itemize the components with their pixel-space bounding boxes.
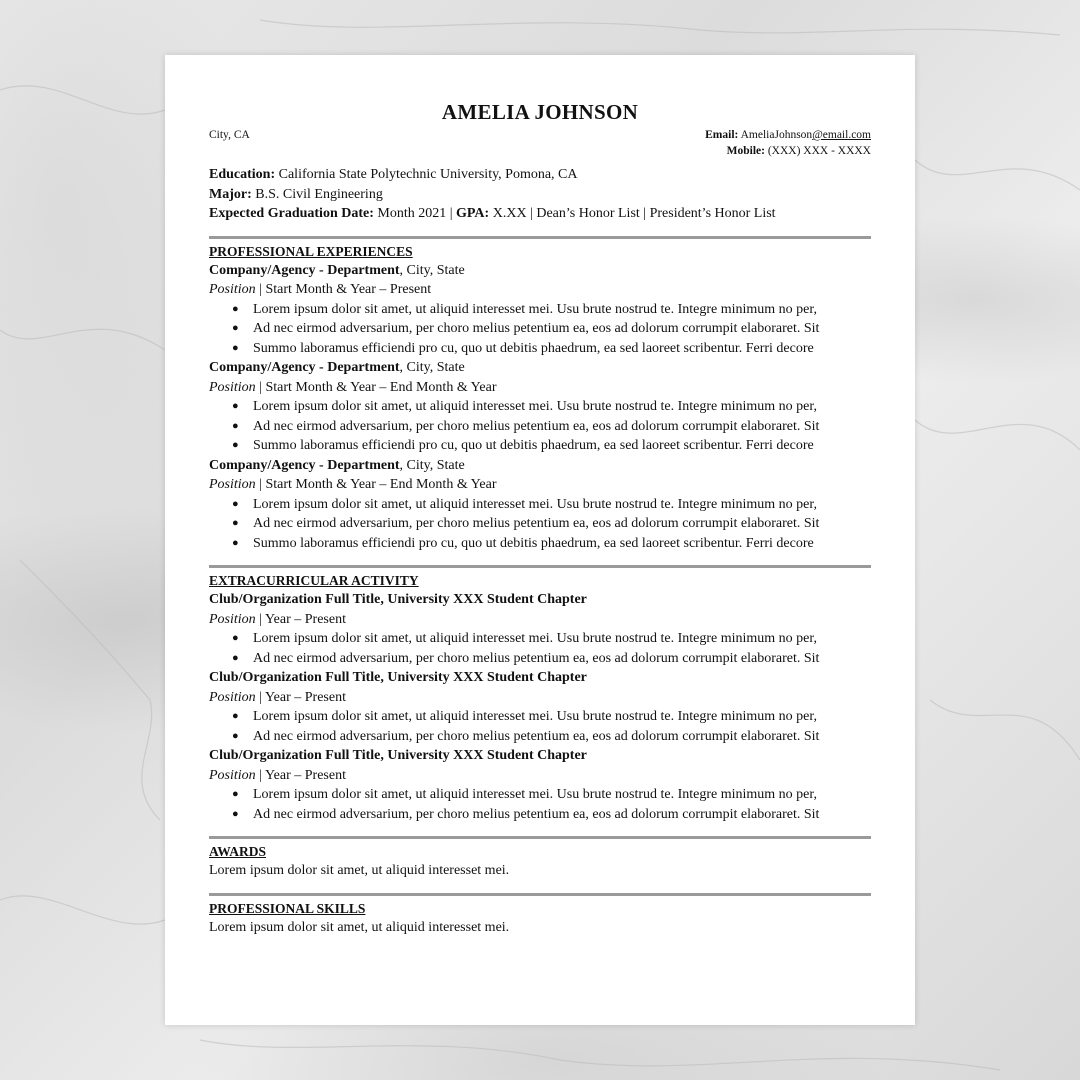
bullet-list: [209, 300, 871, 359]
location: City, CA: [209, 129, 250, 141]
contact-details: [705, 127, 871, 159]
entry-title: [209, 668, 871, 688]
education-label: Education:: [209, 167, 276, 182]
entry-title: [209, 261, 871, 281]
position-dates: | Start Month & Year – End Month & Year: [255, 477, 497, 492]
position-label: Position: [209, 767, 256, 783]
section-title-experience: PROFESSIONAL EXPERIENCES: [209, 243, 413, 259]
bullet-item: ● Lorem ipsum dolor sit amet, ut aliquid interesset mei. Usu brute nostrud te. Integre minimum no per,: [253, 495, 871, 515]
bullet-item: ● Lorem ipsum dolor sit amet, ut aliquid interesset mei. Usu brute nostrud te. Integre minimum no per,: [253, 707, 871, 727]
major-label: Major:: [209, 186, 252, 202]
awards-text: Lorem ipsum dolor sit amet, ut aliquid interesset mei.: [209, 863, 510, 878]
email-domain-link[interactable]: @email.com: [812, 129, 871, 141]
resume-page: [165, 55, 915, 1025]
section-title-extracurricular: EXTRACURRICULAR ACTIVITY: [209, 573, 419, 588]
education-block: [209, 165, 871, 224]
bullet-item: ● Lorem ipsum dolor sit amet, ut aliquid interesset mei. Usu brute nostrud te. Integre minimum no per,: [253, 785, 871, 805]
section-title-awards: AWARDS: [209, 844, 267, 859]
position-dates: | Year – Present: [255, 689, 346, 705]
mobile-line: [705, 143, 871, 159]
bullet-item: ● Ad nec eirmod adversarium, per choro melius petentium ea, eos ad dolorum corrumpit elaboraret. Sit: [253, 319, 871, 339]
bullet-list: [209, 629, 871, 668]
entry-org: Club/Organization Full Title, University XXX Student Chapter: [209, 592, 587, 607]
position-label: Position: [209, 379, 256, 395]
position-label: Position: [209, 477, 256, 492]
education-school: California State Polytechnic University, Pomona, CA: [278, 167, 578, 182]
bullet-item: ● Summo laboramus efficiendi pro cu, quo ut debitis phaedrum, ea sed laoreet scribentur. Ferri decore: [253, 436, 871, 456]
entry-position: [209, 766, 871, 786]
bullet-list: [209, 707, 871, 746]
bullet-item: ● Lorem ipsum dolor sit amet, ut aliquid interesset mei. Usu brute nostrud te. Integre minimum no per,: [253, 629, 871, 649]
entry-location: , City, State: [399, 457, 465, 473]
bullet-item: ● Ad nec eirmod adversarium, per choro melius petentium ea, eos ad dolorum corrumpit elaboraret. Sit: [253, 649, 871, 669]
entry-org: Company/Agency - Department: [209, 457, 400, 473]
bullet-item: ● Ad nec eirmod adversarium, per choro melius petentium ea, eos ad dolorum corrumpit elaboraret. Sit: [253, 805, 871, 825]
position-dates: | Start Month & Year – Present: [255, 282, 432, 297]
email-line: [705, 127, 871, 143]
email-label: Email:: [705, 129, 739, 141]
gpa-value: X.XX | Dean’s Honor List | President’s Honor List: [492, 206, 776, 221]
mobile-label: Mobile:: [726, 145, 765, 157]
extracurricular-entries: [209, 590, 871, 824]
bullet-item: ● Lorem ipsum dolor sit amet, ut aliquid interesset mei. Usu brute nostrud te. Integre minimum no per,: [253, 300, 871, 320]
bullet-item: ● Ad nec eirmod adversarium, per choro melius petentium ea, eos ad dolorum corrumpit elaboraret. Sit: [253, 727, 871, 747]
position-label: Position: [209, 282, 256, 297]
bullet-list: [209, 397, 871, 456]
email-user: AmeliaJohnson: [740, 129, 813, 141]
section-title-skills: PROFESSIONAL SKILLS: [209, 900, 366, 916]
section-divider: [209, 236, 871, 239]
entry-title: [209, 358, 871, 378]
bullet-item: ● Ad nec eirmod adversarium, per choro melius petentium ea, eos ad dolorum corrumpit elaboraret. Sit: [253, 417, 871, 437]
section-divider: [209, 565, 871, 568]
section-divider: [209, 836, 871, 839]
graduation-line: [209, 204, 871, 224]
position-label: Position: [209, 689, 256, 705]
experience-entries: [209, 261, 871, 554]
entry-org: Company/Agency - Department: [209, 360, 400, 375]
entry-position: [209, 688, 871, 708]
entry-position: [209, 378, 871, 398]
bullet-item: ● Ad nec eirmod adversarium, per choro melius petentium ea, eos ad dolorum corrumpit elaboraret. Sit: [253, 514, 871, 534]
major-value: B.S. Civil Engineering: [255, 186, 383, 202]
bullet-item: ● Lorem ipsum dolor sit amet, ut aliquid interesset mei. Usu brute nostrud te. Integre minimum no per,: [253, 397, 871, 417]
position-label: Position: [209, 611, 256, 627]
entry-location: , City, State: [399, 360, 465, 375]
position-dates: | Year – Present: [255, 611, 346, 627]
entry-org: Club/Organization Full Title, University XXX Student Chapter: [209, 748, 587, 763]
entry-title: [209, 590, 871, 610]
position-dates: | Start Month & Year – End Month & Year: [255, 379, 497, 395]
position-dates: | Year – Present: [255, 767, 346, 783]
resume-name: AMELIA JOHNSON: [441, 100, 639, 124]
entry-position: [209, 610, 871, 630]
entry-org: Club/Organization Full Title, University XXX Student Chapter: [209, 670, 587, 685]
bullet-item: ● Summo laboramus efficiendi pro cu, quo ut debitis phaedrum, ea sed laoreet scribentur. Ferri decore: [253, 534, 871, 554]
entry-org: Company/Agency - Department: [209, 262, 400, 278]
entry-title: [209, 456, 871, 476]
gpa-label: GPA:: [456, 206, 490, 221]
major-line: [209, 185, 871, 205]
education-line: [209, 165, 871, 185]
contact-row: [209, 127, 871, 159]
entry-title: [209, 746, 871, 766]
bullet-list: [209, 495, 871, 554]
section-divider: [209, 893, 871, 896]
skills-text: Lorem ipsum dolor sit amet, ut aliquid interesset mei.: [209, 919, 510, 935]
bullet-list: [209, 785, 871, 824]
entry-position: [209, 280, 871, 300]
graduation-date: Month 2021 |: [377, 206, 457, 221]
mobile-number: (XXX) XXX - XXXX: [767, 145, 871, 157]
graduation-label: Expected Graduation Date:: [209, 206, 374, 221]
entry-position: [209, 475, 871, 495]
entry-location: , City, State: [399, 262, 465, 278]
bullet-item: ● Summo laboramus efficiendi pro cu, quo ut debitis phaedrum, ea sed laoreet scribentur. Ferri decore: [253, 339, 871, 359]
